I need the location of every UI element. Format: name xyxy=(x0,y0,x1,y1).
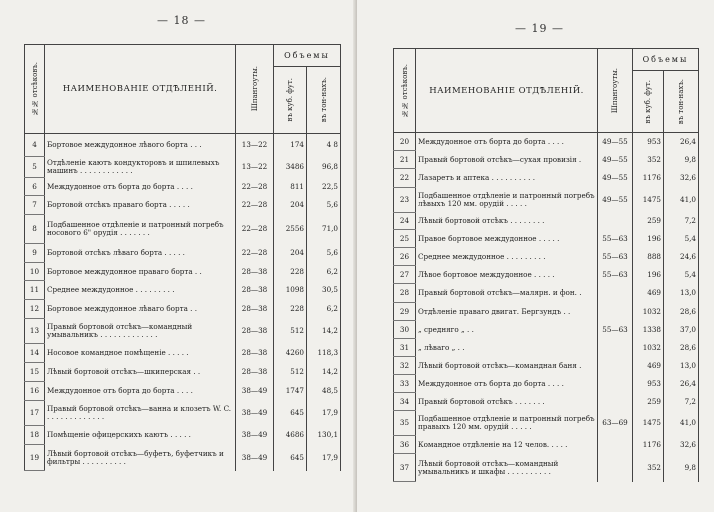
volume-cubic-feet: 3486 xyxy=(274,157,307,178)
volume-cubic-feet: 512 xyxy=(274,363,307,382)
compartment-number: 34 xyxy=(394,393,416,411)
compartment-name: „ лѣваго „ . . xyxy=(416,339,598,357)
volume-tons: 9,8 xyxy=(664,151,699,169)
table-row xyxy=(394,133,699,151)
volume-tons: 14,2 xyxy=(307,363,341,382)
volume-cubic-feet: 4686 xyxy=(274,426,307,445)
table-row xyxy=(394,248,699,266)
compartment-number: 28 xyxy=(394,284,416,303)
compartment-name: Лѣвый бортовой отсѣкъ—буфетъ, буфетчикъ и фильтры . . . . . . . . . . xyxy=(45,445,236,471)
volume-tons: 130,1 xyxy=(307,426,341,445)
compartment-number: 13 xyxy=(25,319,45,344)
table-row xyxy=(25,244,341,263)
table-row xyxy=(25,382,341,401)
volume-cubic-feet: 2556 xyxy=(274,215,307,244)
compartment-name: Подбашенное отдѣленіе и патронный погребъ правыхъ 120 мм. орудій . . . . . xyxy=(416,411,598,436)
compartment-name: Бортовое междудонное праваго борта . . xyxy=(45,263,236,281)
frames-range xyxy=(598,436,633,454)
table-row xyxy=(25,134,341,157)
frames-range xyxy=(598,284,633,303)
frames-range: 28—38 xyxy=(236,319,274,344)
volume-cubic-feet: 645 xyxy=(274,445,307,471)
volume-cubic-feet: 174 xyxy=(274,134,307,157)
volume-tons: 24,6 xyxy=(664,248,699,266)
volume-cubic-feet: 1098 xyxy=(274,281,307,300)
frames-range xyxy=(598,454,633,482)
volume-cubic-feet: 204 xyxy=(274,196,307,215)
compartment-number: 35 xyxy=(394,411,416,436)
table-row xyxy=(394,284,699,303)
frames-range: 28—38 xyxy=(236,263,274,281)
compartment-name: Междудонное отъ борта до борта . . . . xyxy=(45,178,236,196)
compartment-number: 15 xyxy=(25,363,45,382)
table-row xyxy=(394,436,699,454)
volume-tons: 37,0 xyxy=(664,321,699,339)
volume-cubic-feet: 1475 xyxy=(633,411,664,436)
volume-tons: 17,9 xyxy=(307,401,341,426)
volume-cubic-feet: 204 xyxy=(274,244,307,263)
volume-tons: 22,5 xyxy=(307,178,341,196)
volume-cubic-feet: 1032 xyxy=(633,339,664,357)
compartment-number: 25 xyxy=(394,230,416,248)
compartment-number: 11 xyxy=(25,281,45,300)
volume-tons: 5,4 xyxy=(664,230,699,248)
compartment-number: 14 xyxy=(25,344,45,363)
table-row xyxy=(394,454,699,482)
frames-range: 22—28 xyxy=(236,244,274,263)
header-vol-cubic: въ куб. фут. xyxy=(633,71,664,133)
volume-tons: 6,2 xyxy=(307,263,341,281)
compartment-name: Бортовое междудонное лѣваго борта . . xyxy=(45,300,236,319)
table-row xyxy=(394,230,699,248)
compartment-number: 33 xyxy=(394,375,416,393)
volume-tons: 5,6 xyxy=(307,244,341,263)
volume-tons: 32,6 xyxy=(664,436,699,454)
compartment-name: Подбашенное отдѣленіе и патронный погребъ носового 6" орудія . . . . . . . xyxy=(45,215,236,244)
table-row xyxy=(394,151,699,169)
compartment-name: Подбашенное отдѣленіе и патронный погребъ лѣвыхъ 120 мм. орудій . . . . . xyxy=(416,188,598,213)
table-row xyxy=(25,445,341,471)
page-number-right: — 19 — xyxy=(515,22,564,35)
volume-cubic-feet: 352 xyxy=(633,454,664,482)
compartment-name: Лѣвое бортовое междудонное . . . . . xyxy=(416,266,598,284)
compartment-number: 20 xyxy=(394,133,416,151)
header-name: НАИМЕНОВАНІЕ ОТДѢЛЕНІЙ. xyxy=(416,49,598,133)
frames-range: 38—49 xyxy=(236,382,274,401)
volume-cubic-feet: 352 xyxy=(633,151,664,169)
frames-range: 28—38 xyxy=(236,363,274,382)
volume-tons: 6,2 xyxy=(307,300,341,319)
frames-range: 49—55 xyxy=(598,169,633,188)
frames-range: 22—28 xyxy=(236,196,274,215)
compartment-name: Правое бортовое междудонное . . . . . xyxy=(416,230,598,248)
compartment-name: Междудонное отъ борта до борта . . . . xyxy=(416,133,598,151)
frames-range: 28—38 xyxy=(236,300,274,319)
volume-cubic-feet: 953 xyxy=(633,133,664,151)
table-row xyxy=(25,281,341,300)
header-volumes: Объемы xyxy=(274,45,341,67)
frames-range: 55—63 xyxy=(598,321,633,339)
header-number: №№ отсѣковъ. xyxy=(25,45,45,134)
header-vol-tons: въ тон-нахъ. xyxy=(307,67,341,134)
frames-range: 55—63 xyxy=(598,266,633,284)
table-row xyxy=(394,321,699,339)
compartment-name: Правый бортовой отсѣкъ . . . . . . . xyxy=(416,393,598,411)
compartment-number: 31 xyxy=(394,339,416,357)
frames-range: 38—49 xyxy=(236,401,274,426)
compartment-number: 32 xyxy=(394,357,416,375)
volume-tons: 118,3 xyxy=(307,344,341,363)
volume-tons: 41,0 xyxy=(664,411,699,436)
volume-tons: 9,8 xyxy=(664,454,699,482)
compartment-number: 9 xyxy=(25,244,45,263)
header-name: НАИМЕНОВАНІЕ ОТДѢЛЕНІЙ. xyxy=(45,45,236,134)
compartment-name: Среднее междудонное . . . . . . . . . xyxy=(45,281,236,300)
volume-cubic-feet: 512 xyxy=(274,319,307,344)
compartment-name: Бортовой отсѣкъ лѣваго борта . . . . . xyxy=(45,244,236,263)
volume-cubic-feet: 228 xyxy=(274,300,307,319)
compartment-name: Бортовое междудонное лѣвого борта . . . xyxy=(45,134,236,157)
header-volumes: Объемы xyxy=(633,49,699,71)
table-row xyxy=(394,213,699,230)
volume-tons: 28,6 xyxy=(664,339,699,357)
right-page xyxy=(357,0,714,512)
frames-range xyxy=(598,303,633,321)
volume-cubic-feet: 811 xyxy=(274,178,307,196)
compartment-number: 27 xyxy=(394,266,416,284)
volume-tons: 4 8 xyxy=(307,134,341,157)
volume-cubic-feet: 469 xyxy=(633,284,664,303)
compartments-table-left xyxy=(24,44,341,471)
compartment-number: 30 xyxy=(394,321,416,339)
compartment-number: 24 xyxy=(394,213,416,230)
volume-tons: 71,0 xyxy=(307,215,341,244)
table-row xyxy=(25,178,341,196)
compartment-number: 19 xyxy=(25,445,45,471)
volume-tons: 30,5 xyxy=(307,281,341,300)
volume-tons: 41,0 xyxy=(664,188,699,213)
frames-range: 49—55 xyxy=(598,133,633,151)
table-row xyxy=(394,188,699,213)
compartment-name: Лазаретъ и аптека . . . . . . . . . . xyxy=(416,169,598,188)
volume-cubic-feet: 259 xyxy=(633,213,664,230)
volume-tons: 5,4 xyxy=(664,266,699,284)
compartment-name: „ средняго „ . . xyxy=(416,321,598,339)
table-row xyxy=(394,357,699,375)
volume-tons: 26,4 xyxy=(664,133,699,151)
table-row xyxy=(25,215,341,244)
frames-range: 28—38 xyxy=(236,344,274,363)
compartment-number: 6 xyxy=(25,178,45,196)
frames-range: 38—49 xyxy=(236,426,274,445)
volume-tons: 48,5 xyxy=(307,382,341,401)
volume-tons: 5,6 xyxy=(307,196,341,215)
table-row xyxy=(25,401,341,426)
frames-range: 55—63 xyxy=(598,248,633,266)
compartment-number: 8 xyxy=(25,215,45,244)
frames-range: 55—63 xyxy=(598,230,633,248)
compartment-number: 4 xyxy=(25,134,45,157)
frames-range: 22—28 xyxy=(236,215,274,244)
table-row xyxy=(25,426,341,445)
compartment-name: Междудонное отъ борта до борта . . . . xyxy=(416,375,598,393)
volume-cubic-feet: 1338 xyxy=(633,321,664,339)
table-row xyxy=(25,363,341,382)
frames-range: 63—69 xyxy=(598,411,633,436)
header-vol-cubic: въ куб. фут. xyxy=(274,67,307,134)
table-row xyxy=(394,169,699,188)
frames-range: 49—55 xyxy=(598,151,633,169)
volume-tons: 17,9 xyxy=(307,445,341,471)
compartments-table-right xyxy=(393,48,699,482)
volume-tons: 7,2 xyxy=(664,213,699,230)
volume-cubic-feet: 228 xyxy=(274,263,307,281)
table-row xyxy=(25,263,341,281)
frames-range: 28—38 xyxy=(236,281,274,300)
table-row xyxy=(25,196,341,215)
volume-tons: 28,6 xyxy=(664,303,699,321)
volume-tons: 32,6 xyxy=(664,169,699,188)
volume-cubic-feet: 1032 xyxy=(633,303,664,321)
volume-tons: 13,0 xyxy=(664,284,699,303)
compartment-name: Бортовой отсѣкъ праваго борта . . . . . xyxy=(45,196,236,215)
compartment-name: Лѣвый бортовой отсѣкъ—командная баня . xyxy=(416,357,598,375)
volume-cubic-feet: 469 xyxy=(633,357,664,375)
compartment-name: Правый бортовой отсѣкъ—ванна и клозетъ W. C. . . . . . . . . . . . . . xyxy=(45,401,236,426)
volume-cubic-feet: 4260 xyxy=(274,344,307,363)
table-row xyxy=(394,411,699,436)
volume-tons: 14,2 xyxy=(307,319,341,344)
compartment-name: Отдѣленіе праваго двигат. Бергзундъ . . xyxy=(416,303,598,321)
table-row xyxy=(394,393,699,411)
table-row xyxy=(25,319,341,344)
volume-tons: 7,2 xyxy=(664,393,699,411)
compartment-number: 17 xyxy=(25,401,45,426)
volume-cubic-feet: 196 xyxy=(633,266,664,284)
compartment-name: Лѣвый бортовой отсѣкъ . . . . . . . . xyxy=(416,213,598,230)
table-row xyxy=(25,157,341,178)
compartment-number: 29 xyxy=(394,303,416,321)
volume-tons: 26,4 xyxy=(664,375,699,393)
table-row xyxy=(394,375,699,393)
header-frames: Шпангоуты. xyxy=(598,49,633,133)
volume-cubic-feet: 953 xyxy=(633,375,664,393)
frames-range xyxy=(598,213,633,230)
page-number-left: — 18 — xyxy=(157,14,206,27)
frames-range: 22—28 xyxy=(236,178,274,196)
frames-range xyxy=(598,375,633,393)
compartment-number: 21 xyxy=(394,151,416,169)
compartment-name: Лѣвый бортовой отсѣкъ—шкиперская . . xyxy=(45,363,236,382)
header-frames: Шпангоуты. xyxy=(236,45,274,134)
compartment-number: 12 xyxy=(25,300,45,319)
header-vol-tons: въ тон-нахъ. xyxy=(664,71,699,133)
table-row xyxy=(25,344,341,363)
compartment-name: Правый бортовой отсѣкъ—малярн. и фон. . xyxy=(416,284,598,303)
compartment-name: Отдѣленіе каютъ кондукторовъ и шпилевыхъ машинъ . . . . . . . . . . . . xyxy=(45,157,236,178)
header-number: №№ отсѣковъ. xyxy=(394,49,416,133)
compartment-name: Командное отдѣленіе на 12 челов. . . . . xyxy=(416,436,598,454)
volume-cubic-feet: 196 xyxy=(633,230,664,248)
frames-range: 13—22 xyxy=(236,157,274,178)
volume-cubic-feet: 1747 xyxy=(274,382,307,401)
compartment-number: 22 xyxy=(394,169,416,188)
volume-tons: 96,8 xyxy=(307,157,341,178)
compartment-number: 5 xyxy=(25,157,45,178)
compartment-name: Носовое командное помѣщеніе . . . . . xyxy=(45,344,236,363)
volume-tons: 13,0 xyxy=(664,357,699,375)
frames-range xyxy=(598,339,633,357)
compartment-name: Среднее междудонное . . . . . . . . . xyxy=(416,248,598,266)
volume-cubic-feet: 645 xyxy=(274,401,307,426)
table-row xyxy=(25,300,341,319)
volume-cubic-feet: 888 xyxy=(633,248,664,266)
compartment-number: 37 xyxy=(394,454,416,482)
table-row xyxy=(394,339,699,357)
compartment-number: 36 xyxy=(394,436,416,454)
volume-cubic-feet: 1475 xyxy=(633,188,664,213)
compartment-number: 26 xyxy=(394,248,416,266)
compartment-name: Междудонное отъ борта до борта . . . . xyxy=(45,382,236,401)
volume-cubic-feet: 1176 xyxy=(633,436,664,454)
frames-range: 13—22 xyxy=(236,134,274,157)
compartment-name: Лѣвый бортовой отсѣкъ—командный умывальникъ и шкафы . . . . . . . . . . xyxy=(416,454,598,482)
frames-range xyxy=(598,357,633,375)
compartment-name: Помѣщеніе офицерскихъ каютъ . . . . . xyxy=(45,426,236,445)
frames-range: 49—55 xyxy=(598,188,633,213)
compartment-number: 7 xyxy=(25,196,45,215)
compartment-number: 16 xyxy=(25,382,45,401)
compartment-number: 23 xyxy=(394,188,416,213)
volume-cubic-feet: 1176 xyxy=(633,169,664,188)
volume-cubic-feet: 259 xyxy=(633,393,664,411)
table-row xyxy=(394,303,699,321)
frames-range xyxy=(598,393,633,411)
table-row xyxy=(394,266,699,284)
compartment-name: Правый бортовой отсѣкъ—командный умывальникъ . . . . . . . . . . . . . xyxy=(45,319,236,344)
compartment-name: Правый бортовой отсѣкъ—сухая провизія . xyxy=(416,151,598,169)
frames-range: 38—49 xyxy=(236,445,274,471)
compartment-number: 18 xyxy=(25,426,45,445)
compartment-number: 10 xyxy=(25,263,45,281)
